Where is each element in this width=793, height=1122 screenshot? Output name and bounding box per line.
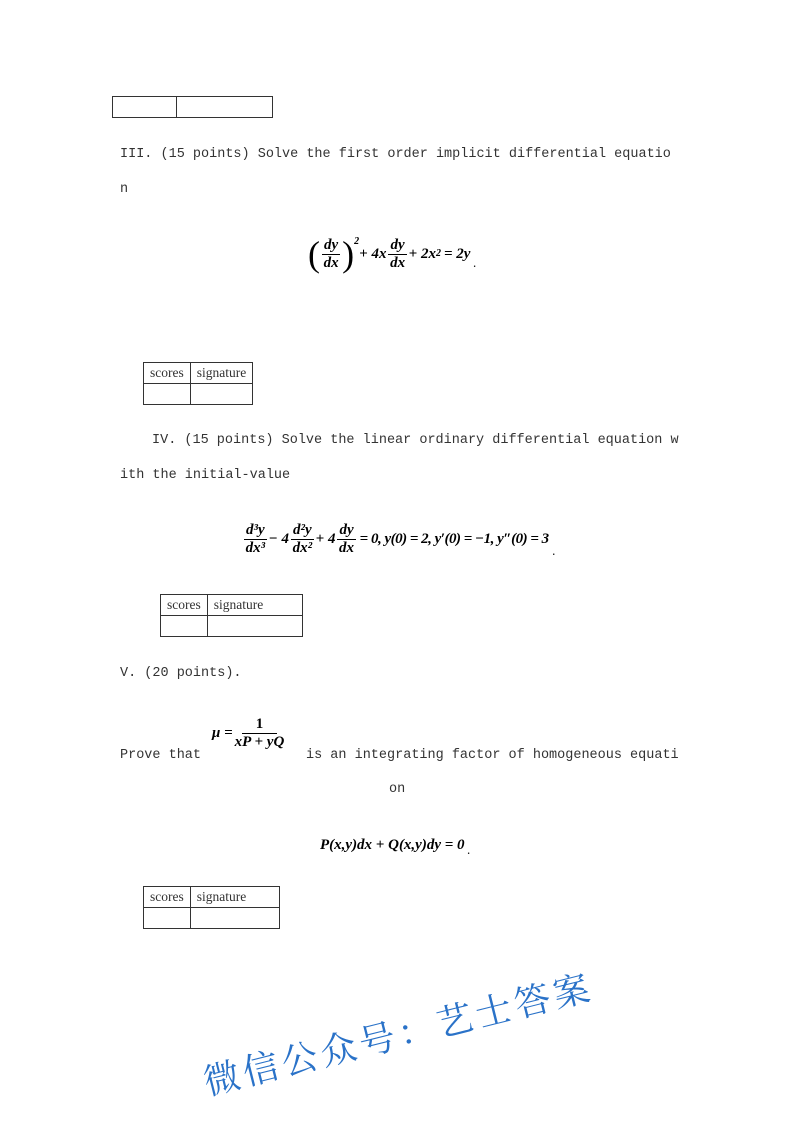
q4-text-wrap: ith the initial-value xyxy=(120,468,291,483)
numerator: 1 xyxy=(242,716,278,734)
q5-text-wrap: on xyxy=(389,782,406,797)
scores-header: scores xyxy=(144,887,191,908)
period: . xyxy=(467,846,470,856)
scores-header: scores xyxy=(161,595,208,616)
exponent: 2 xyxy=(354,236,360,247)
watermark: 微信公众号：艺士答案 xyxy=(199,967,598,1104)
numerator: dy xyxy=(324,236,339,253)
q5-prove-label: Prove that xyxy=(120,748,202,763)
numerator: d³y xyxy=(246,522,265,538)
q4-score-table xyxy=(160,594,303,637)
q4-equation xyxy=(242,522,555,557)
score-cell xyxy=(144,908,191,929)
q5-score-table xyxy=(143,886,280,929)
term: = 2y xyxy=(443,245,471,262)
signature-cell xyxy=(190,908,279,929)
denominator: dx xyxy=(339,540,355,556)
q5-title: V. (20 points). xyxy=(120,666,242,681)
denominator: dx xyxy=(323,254,339,271)
numerator: dy xyxy=(339,522,354,538)
term: + 2x xyxy=(408,245,436,262)
numerator: d²y xyxy=(293,522,312,538)
signature-header: signature xyxy=(190,887,279,908)
denominator: dx³ xyxy=(245,540,266,556)
denominator: xP + yQ xyxy=(234,734,285,750)
period: . xyxy=(473,259,476,269)
initial-conditions: = 0, y(0) = 2, y′(0) = −1, y″(0) = 3 xyxy=(359,531,549,547)
mu-label: μ = xyxy=(212,725,233,741)
score-cell xyxy=(113,97,177,118)
term: + 4 xyxy=(315,531,336,547)
q3-score-table xyxy=(143,362,253,405)
q3-text-wrap: n xyxy=(120,182,129,197)
term: + 4x xyxy=(359,245,387,262)
numerator: dy xyxy=(390,236,405,253)
period: . xyxy=(552,546,555,557)
integrating-factor-formula xyxy=(212,716,286,751)
scores-header: scores xyxy=(144,363,191,384)
term: − 4 xyxy=(268,531,289,547)
q3-equation: ( $\frac{dy}{dx}$ ) 2 + 4x $\frac{dy}{dx}$ + 2x 2 = 2y . xyxy=(308,234,476,274)
q5-text: is an integrating factor of homogeneous equati xyxy=(306,748,679,763)
denominator: dx xyxy=(390,254,406,271)
top-score-table xyxy=(112,96,273,118)
score-cell xyxy=(161,616,208,637)
signature-cell xyxy=(177,97,273,118)
signature-header: signature xyxy=(190,363,253,384)
q5-equation xyxy=(320,834,470,856)
signature-header: signature xyxy=(207,595,302,616)
score-cell xyxy=(144,384,191,405)
signature-cell xyxy=(190,384,253,405)
exponent: 2 xyxy=(435,248,441,259)
homogeneous-equation: P(x,y)dx + Q(x,y)dy = 0 xyxy=(320,836,465,853)
q3-text: III. (15 points) Solve the first order implicit differential equatio xyxy=(120,147,671,162)
q4-text: IV. (15 points) Solve the linear ordinary differential equation w xyxy=(152,433,679,448)
denominator: dx² xyxy=(292,540,313,556)
signature-cell xyxy=(207,616,302,637)
